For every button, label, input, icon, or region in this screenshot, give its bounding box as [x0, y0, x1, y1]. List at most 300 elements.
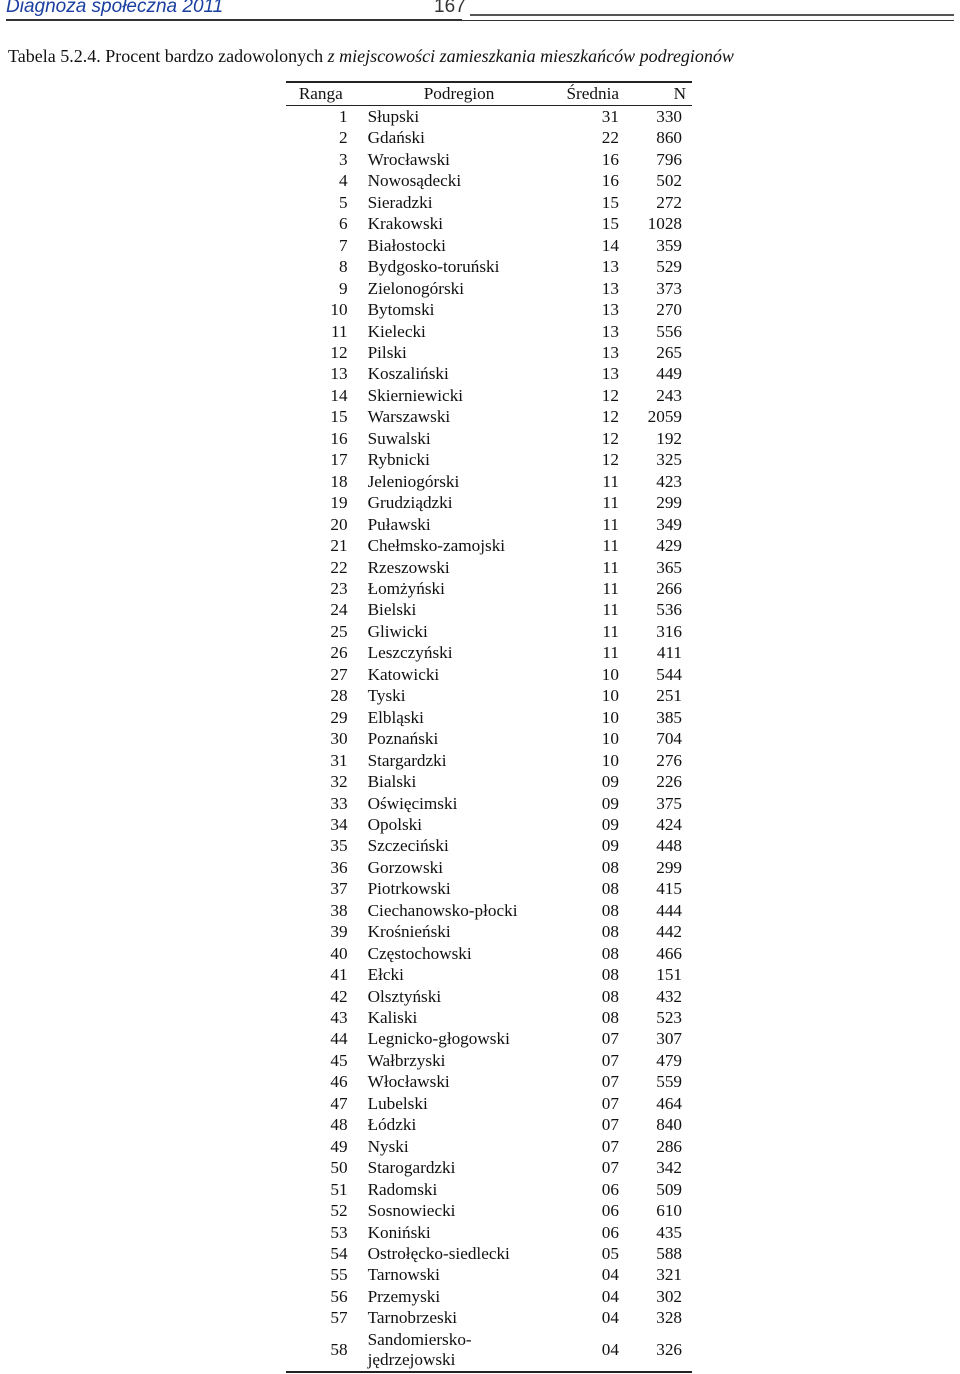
subregion-cell: Rybnicki: [367, 450, 430, 470]
rank-cell: 33: [330, 793, 348, 813]
mean-cell: 08: [601, 900, 619, 920]
table-row: [286, 428, 692, 449]
rank-cell: 8: [339, 257, 348, 277]
subregion-line: Sandomiersko-: [367, 1329, 472, 1349]
table-row: [286, 1307, 692, 1328]
rank-cell: 5: [339, 192, 348, 212]
subregion-cell: Krośnieński: [367, 922, 451, 942]
mean-cell: 04: [550, 1329, 637, 1372]
rank-cell: 32: [330, 772, 348, 792]
subregion-cell: Łódzki: [367, 1115, 417, 1135]
table-row: [286, 256, 692, 277]
rank-cell: 31: [330, 750, 348, 770]
mean-cell: 06: [601, 1222, 619, 1242]
subregion-cell: Koszaliński: [367, 364, 449, 384]
subregion-cell: Bydgosko-toruński: [367, 257, 500, 277]
n-cell: 316: [656, 621, 682, 641]
table-row: [286, 492, 692, 513]
table-row: [286, 1286, 692, 1307]
mean-cell: 16: [601, 149, 619, 169]
rank-cell: 52: [330, 1201, 348, 1221]
rank-cell: 44: [330, 1029, 348, 1049]
mean-cell: 09: [601, 814, 619, 834]
mean-cell: 07: [601, 1158, 619, 1178]
table-row: [286, 1093, 692, 1114]
rank-cell: 42: [330, 986, 348, 1006]
mean-cell: 08: [601, 965, 619, 985]
subregion-cell: Starogardzki: [367, 1158, 456, 1178]
mean-cell: 07: [601, 1136, 619, 1156]
rank-cell: 51: [330, 1179, 348, 1199]
mean-cell: 08: [601, 857, 619, 877]
n-cell: 307: [656, 1029, 682, 1049]
table-row: [286, 857, 692, 878]
mean-cell: 11: [602, 471, 619, 491]
mean-cell: 04: [601, 1265, 619, 1285]
mean-cell: 07: [601, 1050, 619, 1070]
subregion-cell: Oświęcimski: [367, 793, 458, 813]
table-row: [286, 664, 692, 685]
rank-cell: 28: [330, 686, 348, 706]
col-header-mean: Średnia: [550, 82, 637, 106]
table-row: [286, 235, 692, 256]
mean-cell: 08: [601, 1008, 619, 1028]
header-underline: [6, 19, 462, 20]
n-cell: 342: [656, 1158, 682, 1178]
rank-cell: 39: [330, 922, 348, 942]
table-row: [286, 170, 692, 191]
table-row: [286, 1157, 692, 1178]
subregion-cell: Gorzowski: [367, 857, 444, 877]
rank-cell: 21: [330, 536, 348, 556]
table-row: [286, 1264, 692, 1285]
table-row: [286, 106, 692, 128]
table-header-row: [286, 82, 692, 106]
subregion-cell: Ostrołęcko-siedlecki: [367, 1244, 510, 1264]
n-cell: 330: [656, 107, 682, 126]
subregion-cell: Kielecki: [367, 321, 426, 341]
rank-cell: 26: [330, 643, 348, 663]
subregion-cell: Piotrkowski: [367, 879, 451, 899]
table-row: [286, 406, 692, 427]
table-row: [286, 642, 692, 663]
n-cell: 299: [656, 493, 682, 513]
mean-cell: 11: [602, 578, 619, 598]
mean-cell: 11: [602, 600, 619, 620]
n-cell: 286: [656, 1136, 682, 1156]
subregion-cell: Rzeszowski: [367, 557, 450, 577]
mean-cell: 10: [601, 664, 619, 684]
n-cell: 704: [656, 729, 682, 749]
n-cell: 251: [656, 686, 682, 706]
subregion-cell: Gdański: [367, 128, 425, 148]
n-cell: 796: [656, 149, 682, 169]
rank-cell: 55: [330, 1265, 348, 1285]
rank-cell: 11: [331, 321, 348, 341]
n-cell: 429: [656, 536, 682, 556]
n-cell: 464: [656, 1093, 682, 1113]
rank-cell: 20: [330, 514, 348, 534]
subregion-cell: Lubelski: [367, 1093, 428, 1113]
table-row: [286, 449, 692, 470]
subregion-cell: Częstochowski: [367, 943, 472, 963]
table-caption: [8, 46, 734, 67]
mean-cell: 08: [601, 943, 619, 963]
table-row: [286, 127, 692, 148]
subregion-cell: Słupski: [367, 107, 420, 126]
subregion-cell: Tarnobrzeski: [367, 1308, 458, 1328]
rank-cell: 18: [330, 471, 348, 491]
n-cell: 270: [656, 300, 682, 320]
mean-cell: 15: [601, 214, 619, 234]
subregion-cell: Bielski: [367, 600, 417, 620]
table-row: [286, 685, 692, 706]
mean-cell: 05: [601, 1244, 619, 1264]
subregion-cell: Koniński: [367, 1222, 431, 1242]
rank-cell: 36: [330, 857, 348, 877]
mean-cell: 13: [601, 364, 619, 384]
subregion-cell: Zielonogórski: [367, 278, 465, 298]
mean-cell: 11: [602, 643, 619, 663]
table-row: [286, 213, 692, 234]
mean-cell: 13: [601, 342, 619, 362]
table-row: [286, 771, 692, 792]
n-cell: 151: [656, 965, 682, 985]
rank-cell: 48: [330, 1115, 348, 1135]
rank-cell: 24: [330, 600, 348, 620]
n-cell: 442: [656, 922, 682, 942]
mean-cell: 10: [601, 750, 619, 770]
n-cell: 265: [656, 342, 682, 362]
table-row: [286, 1007, 692, 1028]
n-cell: 502: [656, 171, 682, 191]
subregion-cell: Bytomski: [367, 300, 435, 320]
table-row: [286, 878, 692, 899]
rank-cell: 54: [330, 1244, 348, 1264]
table-row: [286, 835, 692, 856]
page-header: [6, 0, 954, 21]
n-cell: 326: [637, 1329, 692, 1372]
n-cell: 302: [656, 1286, 682, 1306]
mean-cell: 06: [601, 1201, 619, 1221]
n-cell: 349: [656, 514, 682, 534]
mean-cell: 14: [601, 235, 619, 255]
mean-cell: 08: [601, 986, 619, 1006]
n-cell: 479: [656, 1050, 682, 1070]
running-header-title: Diagnoza społeczna 2011: [6, 0, 224, 17]
rank-cell: 40: [330, 943, 348, 963]
rank-cell: 53: [330, 1222, 348, 1242]
mean-cell: 10: [601, 686, 619, 706]
subregion-cell: Białostocki: [367, 235, 446, 255]
rank-cell: 6: [339, 214, 348, 234]
subregion-cell: Wałbrzyski: [367, 1050, 446, 1070]
rank-cell: 7: [339, 235, 348, 255]
n-cell: 556: [656, 321, 682, 341]
rank-cell: 37: [330, 879, 348, 899]
n-cell: 509: [656, 1179, 682, 1199]
n-cell: 1028: [647, 214, 682, 234]
ranking-table: [286, 81, 692, 1373]
rank-cell: 14: [330, 385, 348, 405]
col-header-rank: Ranga: [286, 82, 368, 106]
table-row: [286, 1179, 692, 1200]
mean-cell: 09: [601, 793, 619, 813]
n-cell: 588: [656, 1244, 682, 1264]
subregion-cell: Sieradzki: [367, 192, 433, 212]
table-row: [286, 793, 692, 814]
table-row: [286, 557, 692, 578]
rank-cell: 16: [330, 428, 348, 448]
table-row: [286, 578, 692, 599]
rank-cell: 12: [330, 342, 348, 362]
table-row: [286, 900, 692, 921]
n-cell: 359: [656, 235, 682, 255]
col-header-subregion: Podregion: [368, 82, 551, 106]
table-row: [286, 621, 692, 642]
rank-cell: 3: [339, 149, 348, 169]
mean-cell: 04: [601, 1308, 619, 1328]
n-cell: 325: [656, 450, 682, 470]
n-cell: 432: [656, 986, 682, 1006]
table-row: [286, 299, 692, 320]
subregion-cell: Opolski: [367, 814, 423, 834]
mean-cell: 11: [602, 493, 619, 513]
subregion-cell: Pilski: [367, 342, 407, 362]
table-row: [286, 1136, 692, 1157]
n-cell: 860: [656, 128, 682, 148]
subregion-cell: Elbląski: [367, 707, 424, 727]
rank-cell: 49: [330, 1136, 348, 1156]
subregion-cell: Gliwicki: [367, 621, 428, 641]
subregion-cell: Chełmsko-zamojski: [367, 536, 506, 556]
rank-cell: 35: [330, 836, 348, 856]
subregion-cell: Nowosądecki: [367, 171, 462, 191]
table-row: [286, 707, 692, 728]
table-row: [286, 471, 692, 492]
table-row: [286, 149, 692, 170]
n-cell: 276: [656, 750, 682, 770]
rank-cell: 57: [330, 1308, 348, 1328]
mean-cell: 04: [601, 1286, 619, 1306]
n-cell: 424: [656, 814, 682, 834]
rank-cell: 1: [339, 107, 348, 126]
rank-cell: 10: [330, 300, 348, 320]
mean-cell: 06: [601, 1179, 619, 1199]
subregion-cell: Radomski: [367, 1179, 438, 1199]
table-row: [286, 1243, 692, 1264]
n-cell: 448: [656, 836, 682, 856]
rank-cell: 34: [330, 814, 348, 834]
n-cell: 375: [656, 793, 682, 813]
table-row: [286, 385, 692, 406]
subregion-cell: Suwalski: [367, 428, 431, 448]
mean-cell: 13: [601, 321, 619, 341]
rank-cell: 23: [330, 578, 348, 598]
subregion-cell: Legnicko-głogowski: [367, 1029, 510, 1049]
n-cell: 423: [656, 471, 682, 491]
table-row: [286, 964, 692, 985]
subregion-cell: Leszczyński: [367, 643, 453, 663]
caption-italic: z miejscowości zamieszkania mieszkańców podregionów: [327, 46, 734, 66]
header-rule: [470, 14, 954, 16]
mean-cell: 07: [601, 1029, 619, 1049]
table-row: [286, 814, 692, 835]
n-cell: 411: [656, 643, 682, 663]
mean-cell: 08: [601, 922, 619, 942]
caption-prefix: Tabela 5.2.4. Procent bardzo zadowolonych: [8, 46, 328, 66]
subregion-cell: Tyski: [367, 686, 406, 706]
mean-cell: 12: [601, 407, 619, 427]
table-row: [286, 1028, 692, 1049]
n-cell: 243: [656, 385, 682, 405]
subregion-cell: Nyski: [367, 1136, 409, 1156]
mean-cell: 08: [601, 879, 619, 899]
mean-cell: 15: [601, 192, 619, 212]
rank-cell: 46: [330, 1072, 348, 1092]
mean-cell: 31: [601, 107, 619, 126]
table-row: [286, 535, 692, 556]
rank-cell: 47: [330, 1093, 348, 1113]
n-cell: 226: [656, 772, 682, 792]
rank-cell: 2: [339, 128, 348, 148]
table-row: [286, 1071, 692, 1092]
rank-cell: 58: [286, 1329, 368, 1372]
rank-cell: 9: [339, 278, 348, 298]
n-cell: 449: [656, 364, 682, 384]
subregion-line: jędrzejowski: [367, 1349, 456, 1369]
mean-cell: 11: [602, 536, 619, 556]
rank-cell: 29: [330, 707, 348, 727]
subregion-cell: Ciechanowsko-płocki: [367, 900, 518, 920]
table-row: [286, 943, 692, 964]
n-cell: 536: [656, 600, 682, 620]
subregion-cell: Szczeciński: [367, 836, 449, 856]
mean-cell: 11: [602, 514, 619, 534]
mean-cell: 12: [601, 428, 619, 448]
table-row: [286, 1222, 692, 1243]
subregion-cell: Wrocławski: [367, 149, 450, 169]
table-row: [286, 192, 692, 213]
rank-cell: 43: [330, 1008, 348, 1028]
rank-cell: 38: [330, 900, 348, 920]
n-cell: 272: [656, 192, 682, 212]
n-cell: 328: [656, 1308, 682, 1328]
rank-cell: 4: [339, 171, 348, 191]
rank-cell: 27: [330, 664, 348, 684]
subregion-cell: Sosnowiecki: [367, 1201, 456, 1221]
rank-cell: 41: [330, 965, 348, 985]
rank-cell: 25: [330, 621, 348, 641]
rank-cell: 13: [330, 364, 348, 384]
mean-cell: 16: [601, 171, 619, 191]
table-row: [286, 363, 692, 384]
mean-cell: 09: [601, 836, 619, 856]
n-cell: 266: [656, 578, 682, 598]
mean-cell: 12: [601, 385, 619, 405]
subregion-cell: Stargardzki: [367, 750, 447, 770]
n-cell: 444: [656, 900, 682, 920]
mean-cell: 13: [601, 257, 619, 277]
table-row: [286, 750, 692, 771]
mean-cell: 10: [601, 707, 619, 727]
n-cell: 544: [656, 664, 682, 684]
subregion-cell: Katowicki: [367, 664, 440, 684]
subregion-cell: Krakowski: [367, 214, 444, 234]
mean-cell: 12: [601, 450, 619, 470]
subregion-cell: Tarnowski: [367, 1265, 440, 1285]
n-cell: 840: [656, 1115, 682, 1135]
subregion-cell: Poznański: [367, 729, 439, 749]
mean-cell: 13: [601, 300, 619, 320]
subregion-cell: Ełcki: [367, 965, 404, 985]
n-cell: 385: [656, 707, 682, 727]
rank-cell: 15: [330, 407, 348, 427]
table-row: [286, 728, 692, 749]
n-cell: 435: [656, 1222, 682, 1242]
col-header-n: N: [637, 82, 692, 106]
mean-cell: 11: [602, 557, 619, 577]
table-row: [286, 921, 692, 942]
subregion-cell: Puławski: [367, 514, 431, 534]
subregion-cell: Grudziądzki: [367, 493, 453, 513]
rank-cell: 22: [330, 557, 348, 577]
mean-cell: 10: [601, 729, 619, 749]
n-cell: 321: [656, 1265, 682, 1285]
n-cell: 610: [656, 1201, 682, 1221]
table-row: [286, 1050, 692, 1071]
table-row: [286, 514, 692, 535]
n-cell: 523: [656, 1008, 682, 1028]
mean-cell: 22: [601, 128, 619, 148]
subregion-cell: Łomżyński: [367, 578, 445, 598]
rank-cell: 56: [330, 1286, 348, 1306]
mean-cell: 13: [601, 278, 619, 298]
n-cell: 466: [656, 943, 682, 963]
n-cell: 529: [656, 257, 682, 277]
n-cell: 192: [656, 428, 682, 448]
n-cell: 299: [656, 857, 682, 877]
table-row: [286, 1114, 692, 1135]
subregion-cell: Przemyski: [367, 1286, 441, 1306]
rank-cell: 45: [330, 1050, 348, 1070]
mean-cell: 07: [601, 1072, 619, 1092]
n-cell: 559: [656, 1072, 682, 1092]
mean-cell: 07: [601, 1115, 619, 1135]
subregion-cell: Olsztyński: [367, 986, 442, 1006]
table-row: [286, 1200, 692, 1221]
rank-cell: 30: [330, 729, 348, 749]
mean-cell: 11: [602, 621, 619, 641]
subregion-cell: Włocławski: [367, 1072, 450, 1092]
subregion-cell: [368, 1329, 551, 1372]
rank-cell: 50: [330, 1158, 348, 1178]
rank-cell: 19: [330, 493, 348, 513]
mean-cell: 07: [601, 1093, 619, 1113]
table-row: [286, 986, 692, 1007]
subregion-cell: Bialski: [367, 772, 417, 792]
subregion-cell: Jeleniogórski: [367, 471, 460, 491]
table-row: [286, 342, 692, 363]
n-cell: 2059: [647, 407, 682, 427]
n-cell: 373: [656, 278, 682, 298]
page-number: 167: [434, 0, 466, 17]
mean-cell: 09: [601, 772, 619, 792]
table-row: [286, 1329, 692, 1372]
n-cell: 365: [656, 557, 682, 577]
subregion-cell: Skierniewicki: [367, 385, 464, 405]
subregion-cell: Kaliski: [367, 1008, 418, 1028]
